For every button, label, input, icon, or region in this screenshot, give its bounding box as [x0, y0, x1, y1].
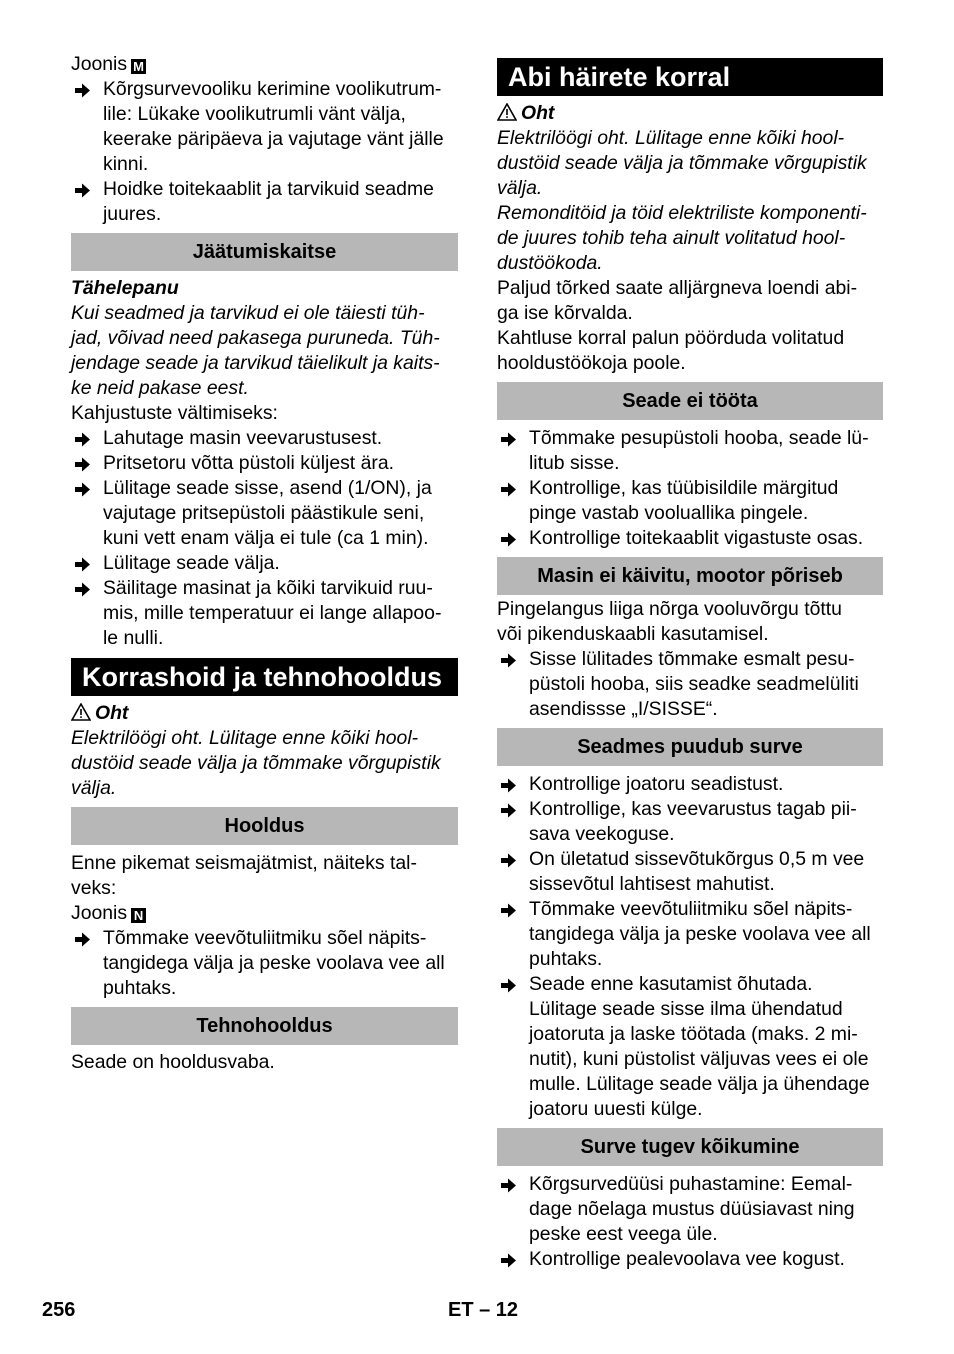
bullet-item [497, 647, 883, 722]
text-line: ga ise kõrvalda. [497, 302, 633, 324]
text-line: välja. [497, 177, 543, 199]
arrow-right-icon [499, 851, 517, 868]
text-line: Tõmmake pesupüstoli hooba, seade lü- [529, 427, 869, 449]
text-line: peske eest veega üle. [529, 1223, 718, 1245]
heading-maintenance: Korrashoid ja tehnohooldus [71, 658, 458, 696]
bullet-item [71, 426, 458, 451]
warning-icon [71, 703, 91, 721]
left-column [71, 52, 458, 1075]
danger-text [71, 726, 458, 801]
text-line: Pingelangus liiga nõrga vooluvõrgu tõttu [497, 598, 842, 620]
heading-troubleshooting: Abi häirete korral [497, 58, 883, 96]
text-line: Kontrollige toitekaablit vigastuste osas. [529, 527, 864, 549]
text-line: Kontrollige pealevoolava vee kogust. [529, 1248, 845, 1270]
arrow-right-icon [73, 430, 91, 447]
text-line: välja. [71, 777, 117, 799]
arrow-right-icon [73, 480, 91, 497]
page-code: ET – 12 [448, 1299, 519, 1321]
s1-bullets [497, 426, 883, 551]
bullet-item [497, 772, 883, 797]
text-line: ke neid pakase eest. [71, 377, 249, 399]
s2-bullets [497, 647, 883, 722]
bullet-item [497, 476, 883, 526]
text-line: Seade enne kasutamist õhutada. [529, 973, 813, 995]
care-text [71, 851, 458, 901]
section-no-pressure: Seadmes puudub surve [497, 728, 883, 766]
section-care: Hooldus [71, 807, 458, 845]
text-line: kinni. [103, 153, 149, 175]
text-line: mis, mille temperatuur ei lange allapoo- [103, 602, 442, 624]
arrow-right-icon [499, 651, 517, 668]
text-line: mulle. Lülitage seade välja ja ühendage [529, 1073, 870, 1095]
text-line: nutit), kuni püstolist väljuvas vees ei ole [529, 1048, 869, 1070]
right-column [497, 52, 883, 1272]
text-line: lile: Lükake voolikutrumli vänt välja, [103, 103, 406, 125]
figure-ref-n [71, 901, 458, 926]
bullet-item [497, 897, 883, 972]
arrow-right-icon [73, 580, 91, 597]
arrow-right-icon [499, 801, 517, 818]
arrow-right-icon [499, 901, 517, 918]
text-line: vajutage pritsepüstoli päästikule seni, [103, 502, 425, 524]
arrow-right-icon [499, 430, 517, 447]
text-line: dage nõelaga mustus düüsiavast ning [529, 1198, 855, 1220]
s2-text [497, 597, 883, 647]
arrow-right-icon [499, 976, 517, 993]
frost-bullets [71, 426, 458, 651]
text-line: keerake päripäeva ja vajutage vänt jälle [103, 128, 444, 150]
avoid-damage-text: Kahjustuste vältimiseks: [71, 402, 278, 424]
page-number: 256 [42, 1299, 76, 1321]
bullet-item [497, 847, 883, 897]
text-line: On ületatud sissevõtukõrgus 0,5 m vee [529, 848, 865, 870]
arrow-right-icon [73, 181, 91, 198]
bullet-item [497, 426, 883, 476]
section-device-not-working: Seade ei tööta [497, 382, 883, 420]
text-line: joatoru uuesti külge. [529, 1098, 703, 1120]
cable-bullet [71, 177, 458, 227]
bullet-item [497, 972, 883, 1122]
danger-label-text: Oht [95, 702, 129, 724]
text-line: puhtaks. [529, 948, 603, 970]
arrow-right-icon [499, 1251, 517, 1268]
arrow-right-icon [73, 455, 91, 472]
danger-label [497, 101, 883, 126]
text-line: tangidega välja ja peske voolava vee all [529, 923, 871, 945]
arrow-right-icon [73, 930, 91, 947]
text-line: dustöökoda. [497, 252, 603, 274]
text-line: pinge vastab vooluallika pingele. [529, 502, 809, 524]
danger-label-text: Oht [521, 102, 555, 124]
text-line: puhtaks. [103, 977, 177, 999]
text-line: Kahtluse korral palun pöörduda volitatud [497, 327, 845, 349]
text-line: Lülitage seade sisse ilma ühendatud [529, 998, 843, 1020]
text-line: Säilitage masinat ja kõiki tarvikuid ruu- [103, 577, 433, 599]
text-line: juures. [103, 203, 162, 225]
text-line: Enne pikemat seismajätmist, näiteks tal- [71, 852, 417, 874]
arrow-right-icon [499, 480, 517, 497]
doubt-text [497, 326, 883, 376]
care-bullet [71, 926, 458, 1001]
bullet-item [71, 551, 458, 576]
section-frost-protection: Jäätumiskaitse [71, 233, 458, 271]
hose-bullet [71, 77, 458, 177]
arrow-right-icon [73, 555, 91, 572]
intro-text [497, 276, 883, 326]
text-line: sissevõtul lahtisest mahutist. [529, 873, 775, 895]
s4-bullets [497, 1172, 883, 1272]
service-text: Seade on hooldusvaba. [71, 1051, 275, 1073]
text-line: joatoruta ja laske töötada (maks. 2 mi- [529, 1023, 858, 1045]
arrow-right-icon [499, 776, 517, 793]
arrow-right-icon [499, 1176, 517, 1193]
warning-icon [497, 103, 517, 121]
figure-label: Joonis [71, 53, 128, 75]
bullet-item [71, 77, 458, 177]
text-line: Paljud tõrked saate alljärgneva loendi abi- [497, 277, 858, 299]
bullet-item [497, 1172, 883, 1247]
bullet-item [497, 797, 883, 847]
text-line: le nulli. [103, 627, 164, 649]
text-line: Remonditöid ja töid elektriliste komponenti- [497, 202, 867, 224]
text-line: Tõmmake veevõtuliitmiku sõel näpits- [103, 927, 427, 949]
text-line: dustöid seade välja ja tõmmake võrgupistik [71, 752, 441, 774]
text-line: Kui seadmed ja tarvikud ei ole täiesti tüh- [71, 302, 425, 324]
text-line: Elektrilöögi oht. Lülitage enne kõiki hool- [71, 727, 419, 749]
text-line: kuni vett enam välja ei tule (ca 1 min). [103, 527, 429, 549]
note-text [71, 301, 458, 401]
arrow-right-icon [499, 530, 517, 547]
danger-label [71, 701, 458, 726]
text-line: jendage seade ja tarvikud täielikult ja kaits- [71, 352, 440, 374]
text-line: Kontrollige, kas veevarustus tagab pii- [529, 798, 857, 820]
text-line: veks: [71, 877, 117, 899]
note-label: Tähelepanu [71, 277, 179, 299]
text-line: Pritsetoru võtta püstoli küljest ära. [103, 452, 394, 474]
s3-bullets [497, 772, 883, 1122]
text-line: Hoidke toitekaablit ja tarvikuid seadme [103, 178, 434, 200]
text-line: Lülitage seade välja. [103, 552, 280, 574]
text-line: Kontrollige joatoru seadistust. [529, 773, 784, 795]
bullet-item [71, 177, 458, 227]
text-line: Kõrgsurvedüüsi puhastamine: Eemal- [529, 1173, 853, 1195]
text-line: Kõrgsurvevooliku kerimine voolikutrum- [103, 78, 442, 100]
bullet-item [71, 576, 458, 651]
text-line: de juures tohib teha ainult volitatud hool- [497, 227, 846, 249]
arrow-right-icon [73, 81, 91, 98]
text-line: püstoli hooba, siis seadke seadmelüliti [529, 673, 859, 695]
text-line: dustöid seade välja ja tõmmake võrgupistik [497, 152, 867, 174]
figure-label: Joonis [71, 902, 128, 924]
danger-text [497, 126, 883, 201]
bullet-item [497, 1247, 883, 1272]
text-line: Sisse lülitades tõmmake esmalt pesu- [529, 648, 855, 670]
text-line: hooldustöökoja poole. [497, 352, 686, 374]
section-motor-hums: Masin ei käivitu, mootor põriseb [497, 557, 883, 595]
text-line: Lülitage seade sisse, asend (1/ON), ja [103, 477, 432, 499]
text-line: või pikenduskaabli kasutamisel. [497, 623, 769, 645]
text-line: litub sisse. [529, 452, 620, 474]
repair-text [497, 201, 883, 276]
text-line: tangidega välja ja peske voolava vee all [103, 952, 445, 974]
bullet-item [71, 451, 458, 476]
figure-ref-m [71, 52, 458, 77]
text-line: Tõmmake veevõtuliitmiku sõel näpits- [529, 898, 853, 920]
section-pressure-fluctuation: Surve tugev kõikumine [497, 1128, 883, 1166]
text-line: sava veekoguse. [529, 823, 675, 845]
bullet-item [497, 526, 883, 551]
text-line: Kontrollige, kas tüübisildile märgitud [529, 477, 839, 499]
text-line: Lahutage masin veevarustusest. [103, 427, 383, 449]
text-line: asendissse „I/SISSE“. [529, 698, 718, 720]
bullet-item [71, 476, 458, 551]
text-line: Elektrilöögi oht. Lülitage enne kõiki hool- [497, 127, 845, 149]
section-service: Tehnohooldus [71, 1007, 458, 1045]
figure-m-badge: M [131, 59, 146, 74]
text-line: jad, võivad need pakasega puruneda. Tüh- [71, 327, 440, 349]
figure-n-badge: N [131, 908, 146, 923]
bullet-item [71, 926, 458, 1001]
